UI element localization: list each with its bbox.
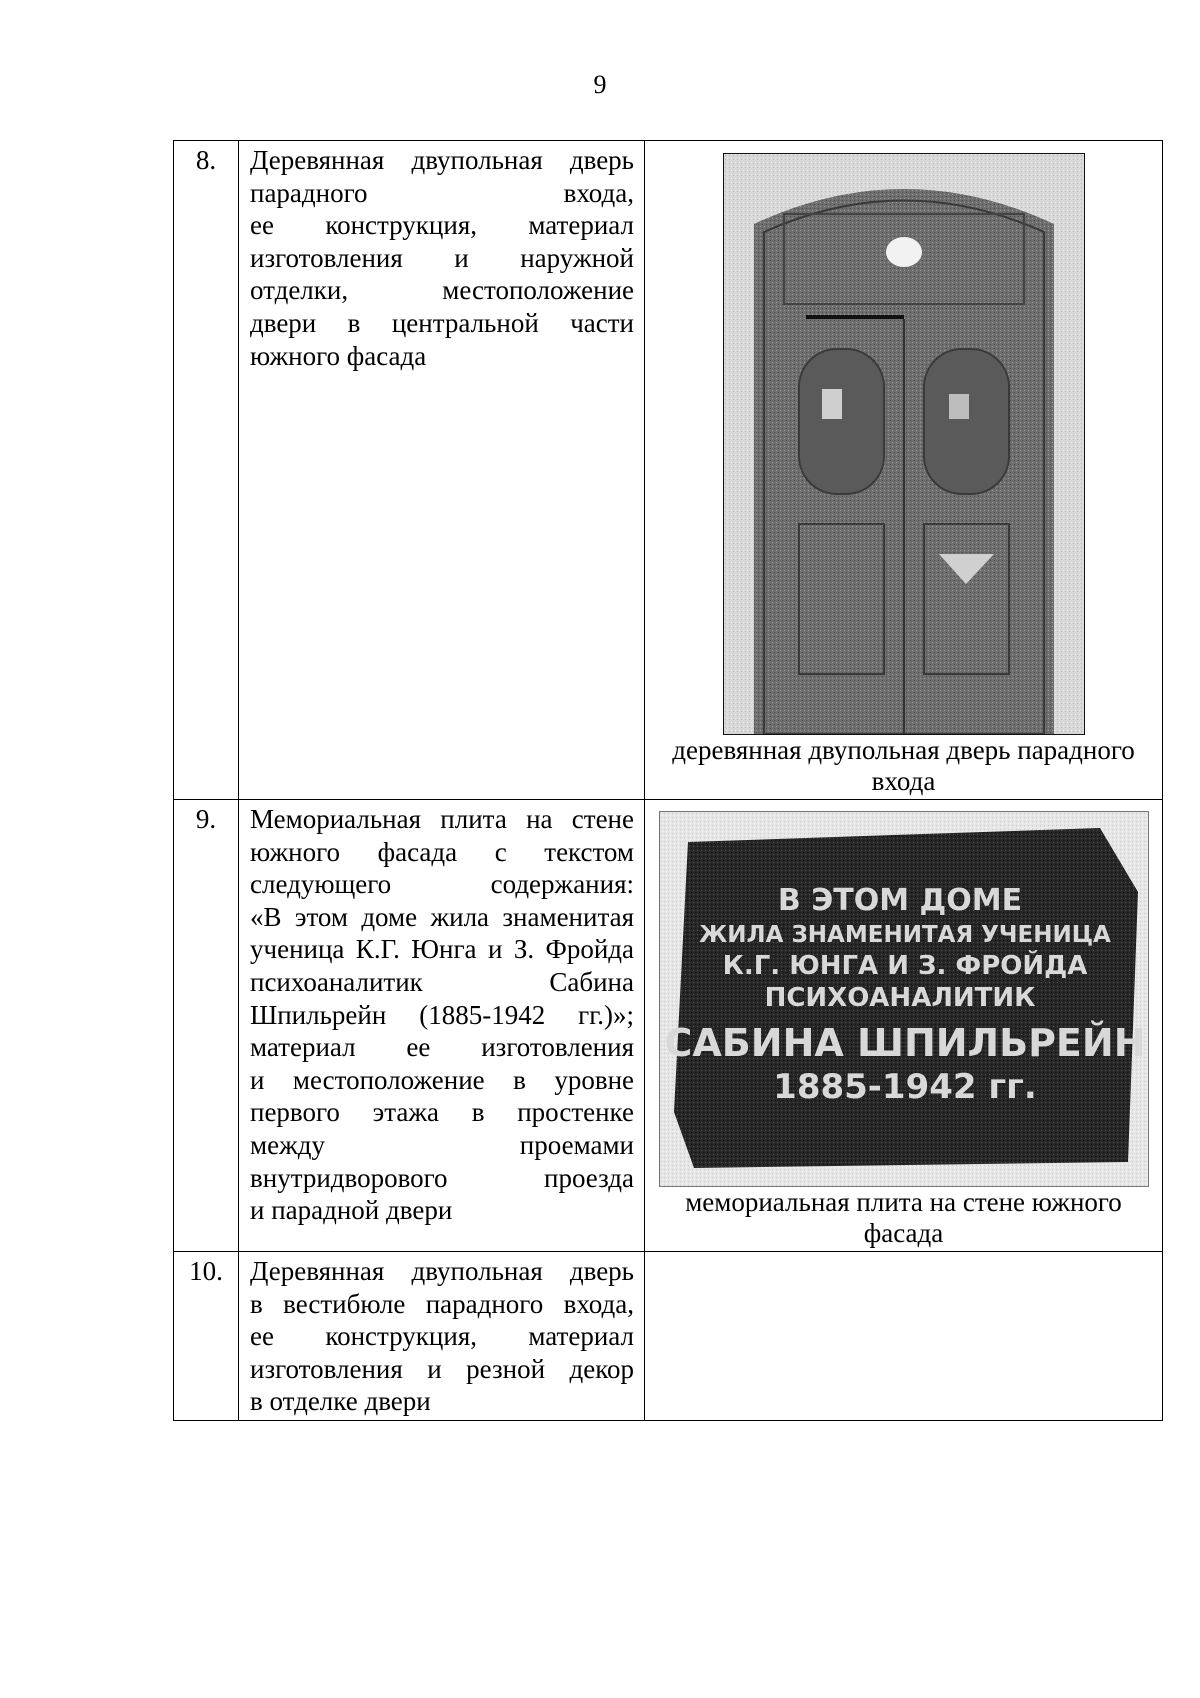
description-line: южного фасада <box>250 340 427 371</box>
page-number: 9 <box>593 70 607 99</box>
row-description <box>239 800 645 1252</box>
plaque-line: ПСИХОАНАЛИТИК <box>764 983 1035 1013</box>
row-description <box>239 1252 645 1421</box>
description-line: парадного входа, <box>250 177 634 208</box>
description-line: между проемами <box>250 1129 634 1160</box>
description-line: первого этажа в простенке <box>250 1097 634 1128</box>
description-line: двери в центральной части <box>250 307 634 338</box>
description-line: изготовления и наружной <box>250 242 634 273</box>
description-line: в вестибюле парадного входа, <box>250 1288 634 1319</box>
photo-caption: мемориальная плита на стене южного фасада <box>685 1187 1122 1248</box>
description-line: внутридворового проезда <box>250 1162 634 1193</box>
row-number: 8. <box>174 141 239 800</box>
description-line: ученица К.Г. Юнга и З. Фройда <box>250 934 634 965</box>
memorial-plaque-photo <box>659 811 1149 1187</box>
plaque-line: К.Г. ЮНГА И З. ФРОЙДА <box>722 951 1087 981</box>
door-photo <box>723 153 1085 735</box>
description-line: следующего содержания: <box>250 869 634 900</box>
description-line: и парадной двери <box>250 1195 453 1226</box>
photo-cell <box>645 141 1163 800</box>
plaque-line: ЖИЛА ЗНАМЕНИТАЯ УЧЕНИЦА <box>698 922 1111 948</box>
description-line: Деревянная двупольная дверь <box>250 1256 634 1286</box>
description-line: в отделке двери <box>250 1386 431 1417</box>
row-description <box>239 141 645 800</box>
description-line: ее конструкция, материал <box>250 210 634 241</box>
description-line: «В этом доме жила знаменитая <box>250 901 634 932</box>
description-line: материал ее изготовления <box>250 1032 634 1063</box>
description-line: и местоположение в уровне <box>250 1064 634 1095</box>
objects-table <box>173 140 1163 1421</box>
description-line: Шпильрейн (1885-1942 гг.)»; <box>250 999 634 1030</box>
description-line: отделки, местоположение <box>250 275 634 306</box>
plaque-line: САБИНА ШПИЛЬРЕЙН <box>664 1021 1145 1065</box>
photo-caption: деревянная двупольная дверь парадного входа <box>672 735 1135 796</box>
row-number: 10. <box>174 1252 239 1421</box>
description-line: изготовления и резной декор <box>250 1353 634 1384</box>
plaque-line: В ЭТОМ ДОМЕ <box>777 883 1022 918</box>
plaque-line: 1885-1942 гг. <box>772 1067 1037 1107</box>
table-row <box>174 800 1163 1252</box>
description-line: психоаналитик Сабина <box>250 966 634 997</box>
description-line: Мемориальная плита на стене <box>250 804 634 834</box>
table-row <box>174 141 1163 800</box>
description-line: Деревянная двупольная дверь <box>250 145 634 175</box>
description-line: ее конструкция, материал <box>250 1321 634 1352</box>
table-row <box>174 1252 1163 1421</box>
photo-cell-empty <box>645 1252 1163 1421</box>
row-number: 9. <box>174 800 239 1252</box>
photo-cell <box>645 800 1163 1252</box>
description-line: южного фасада с текстом <box>250 836 634 867</box>
